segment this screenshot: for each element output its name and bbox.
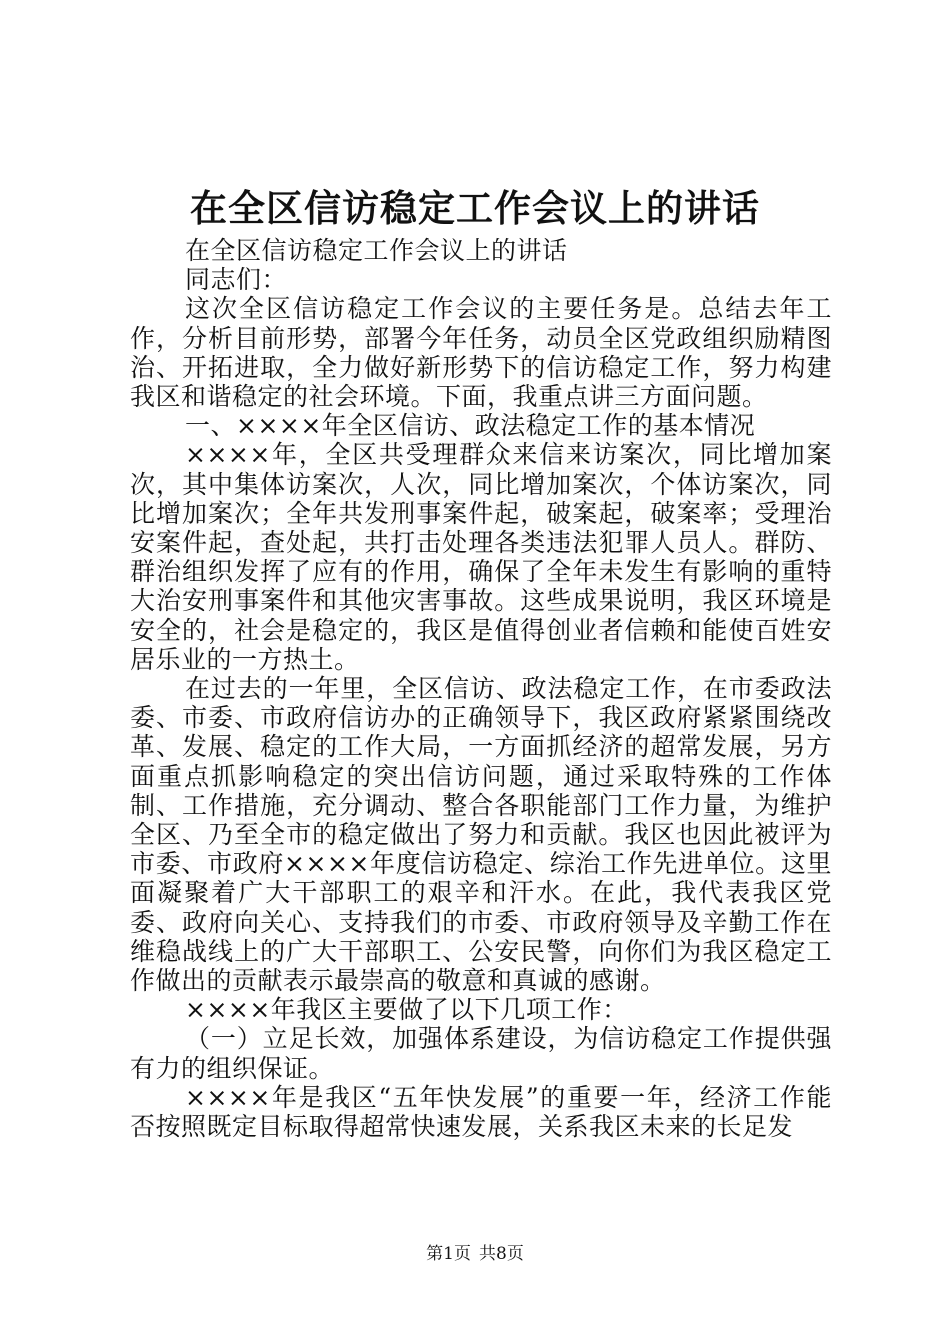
- body-paragraph: ××××年我区主要做了以下几项工作：: [185, 995, 628, 1025]
- section-heading: 一、××××年全区信访、政法稳定工作的基本情况: [185, 411, 756, 441]
- body-paragraph: 这次全区信访稳定工作会议的主要任务是。总结去年工作，分析目前形势，部署今年任务，动员全区党政组织励精图治、开拓进取，全力做好新形势下的信访稳定工作，努力构建我区和谐稳定的社会环境。下面，我重点讲三方面问题。: [130, 294, 832, 412]
- subsection-heading: （一）立足长效，加强体系建设，为信访稳定工作提供强有力的组织保证。: [130, 1024, 832, 1083]
- page-footer: [0, 1242, 950, 1266]
- body-paragraph-salutation: 同志们：: [185, 265, 288, 295]
- body-paragraph-subtitle: 在全区信访稳定工作会议上的讲话: [185, 236, 568, 265]
- body-paragraph: ××××年，全区共受理群众来信来访案次，同比增加案次，其中集体访案次，人次，同比增加案次，个体访案次，同比增加案次；全年共发刑事案件起，破案起，破案率；受理治安案件起，查处起，共打击处理各类违法犯罪人员人。群防、群治组织发挥了应有的作用，确保了全年未发生有影响的重特大治安刑事案件和其他灾害事故。这些成果说明，我区环境是安全的，社会是稳定的，我区是值得创业者信赖和能使百姓安居乐业的一方热土。: [130, 440, 832, 674]
- page-total: 共8页: [479, 1244, 524, 1264]
- body-paragraph: 在过去的一年里，全区信访、政法稳定工作，在市委政法委、市委、市政府信访办的正确领导下，我区政府紧紧围绕改革、发展、稳定的工作大局，一方面抓经济的超常发展，另方面重点抓影响稳定的突出信访问题，通过采取特殊的工作体制、工作措施，充分调动、整合各职能部门工作力量，为维护全区、乃至全市的稳定做出了努力和贡献。我区也因此被评为市委、市政府××××年度信访稳定、综治工作先进单位。这里面凝聚着广大干部职工的艰辛和汗水。在此，我代表我区党委、政府向关心、支持我们的市委、市政府领导及辛勤工作在维稳战线上的广大干部职工、公安民警，向你们为我区稳定工作做出的贡献表示最崇高的敬意和真诚的感谢。: [130, 674, 832, 996]
- document-body: [130, 236, 832, 1141]
- body-paragraph: ××××年是我区“五年快发展”的重要一年，经济工作能否按照既定目标取得超常快速发展，关系我区未来的长足发: [130, 1082, 832, 1142]
- document-title: 在全区信访稳定工作会议上的讲话: [190, 186, 760, 230]
- page-number: 第1页: [426, 1244, 471, 1264]
